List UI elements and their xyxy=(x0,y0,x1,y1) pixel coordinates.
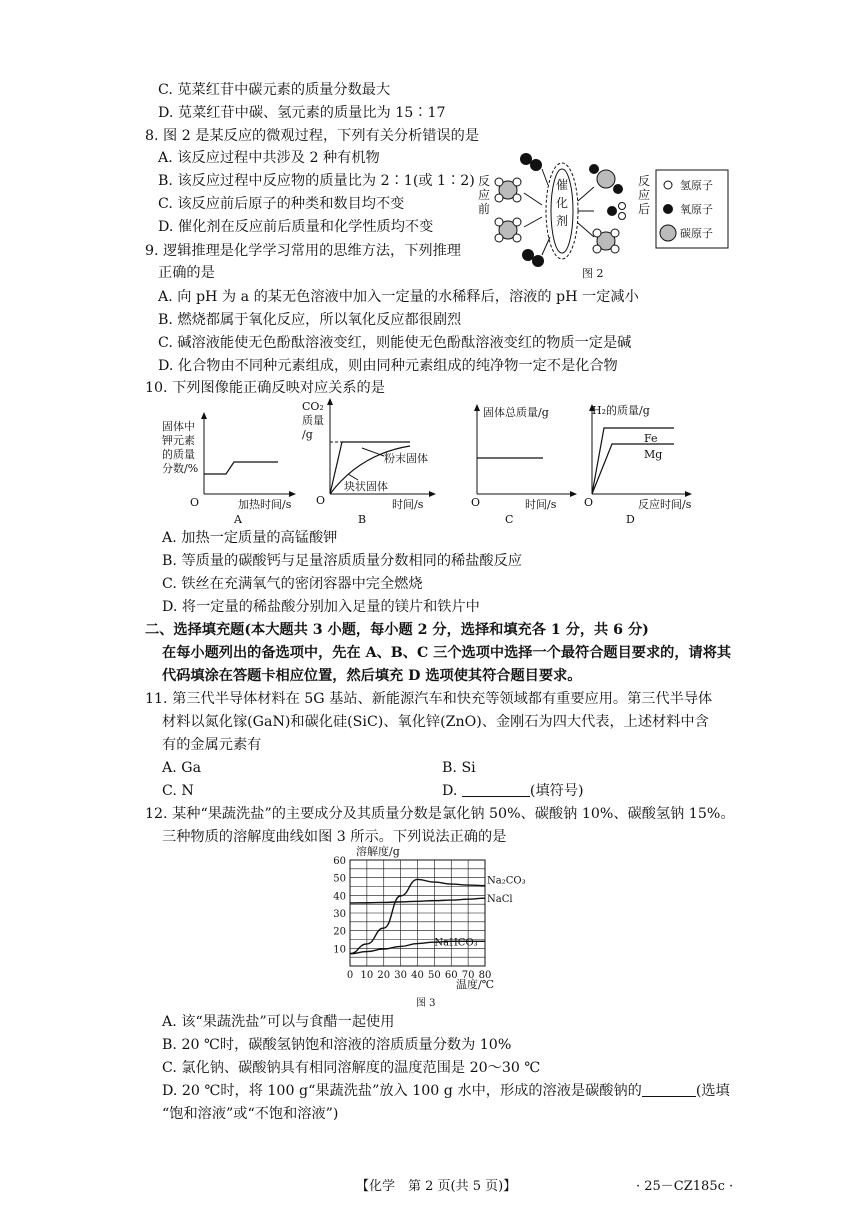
reactant-oxygen-1 xyxy=(520,153,542,171)
q8-option-c: C. 该反应前后原子的种类和数目均不变 xyxy=(158,196,405,212)
graph-b-origin: O xyxy=(316,494,326,507)
q12-option-d: D. 20 ℃时，将 100 g“果蔬洗盐”放入 100 g 水中，形成的溶液是碳酸钠的 (选填 xyxy=(162,1083,730,1099)
x-tick-label: 0 xyxy=(346,970,354,981)
graph-a xyxy=(160,398,300,526)
graph-a-letter: A xyxy=(234,513,242,526)
reactant-oxygen-2 xyxy=(522,249,544,267)
figure-2-caption: 图 2 xyxy=(582,267,604,280)
y-tick-label: 50 xyxy=(333,873,346,885)
product-molecule xyxy=(593,229,619,253)
reactant-molecule-1 xyxy=(495,178,521,202)
y-tick-label: 60 xyxy=(333,856,346,867)
graph-d-letter: D xyxy=(626,513,635,526)
label-after-1: 反 xyxy=(638,174,651,188)
q12-blank[interactable] xyxy=(642,1082,696,1097)
series-label-0: Na₂CO₃ xyxy=(487,875,526,887)
graph-c-origin: O xyxy=(471,496,481,509)
x-tick-label: 80 xyxy=(478,970,492,981)
q10-option-d: D. 将一定量的稀盐酸分别加入足量的镁片和铁片中 xyxy=(162,599,480,615)
reaction-diagram xyxy=(472,145,732,280)
q12-option-b: B. 20 ℃时，碳酸氢钠饱和溶液的溶质质量分数为 10% xyxy=(162,1037,512,1053)
legend-carbon-icon xyxy=(660,225,676,241)
q9-option-d: D. 化合物由不同种元素组成，则由同种元素组成的纯净物一定不是化合物 xyxy=(158,358,618,374)
x-tick-label: 20 xyxy=(377,970,391,981)
graph-d-origin: O xyxy=(584,496,594,509)
graph-b-xlabel: 时间/s xyxy=(392,498,424,511)
footer-page-label: 【化学 第 2 页(共 5 页)】 xyxy=(356,1179,517,1194)
q8-option-b: B. 该反应过程中反应物的质量比为 2∶1(或 1∶2) xyxy=(158,173,475,189)
graph-b-ylabel-2: 质量 xyxy=(302,414,324,427)
section-2-instruction-2: 代码填涂在答题卡相应位置，然后填充 D 选项使其符合题目要求。 xyxy=(162,668,582,684)
graph-b-label-block: 块状固体 xyxy=(344,480,388,493)
q10-option-b: B. 等质量的碳酸钙与足量溶质质量分数相同的稀盐酸反应 xyxy=(162,553,522,569)
q12-option-a: A. 该“果蔬洗盐”可以与食醋一起使用 xyxy=(162,1014,395,1030)
graph-b-label-powder: 粉末固体 xyxy=(384,452,428,465)
graph-c-letter: C xyxy=(505,513,514,526)
graph-b-letter: B xyxy=(358,513,367,526)
q12-line-2: 三种物质的溶解度曲线如图 3 所示。下列说法正确的是 xyxy=(162,829,507,845)
q9-option-b: B. 燃烧都属于氧化反应，所以氧化反应都很剧烈 xyxy=(158,312,462,328)
label-before-1: 反 xyxy=(478,174,491,188)
x-tick-label: 50 xyxy=(428,970,441,981)
graph-a-curve xyxy=(204,462,278,474)
y-tick-label: 10 xyxy=(333,944,346,956)
q11-line-1: 11. 第三代半导体材料在 5G 基站、新能源汽车和快充等领域都有重要应用。第三代半导体 xyxy=(145,691,713,707)
legend-hydrogen-icon xyxy=(664,181,672,189)
graph-a-ylabel-1: 固体中 xyxy=(162,420,195,433)
svg-text:化: 化 xyxy=(556,196,569,210)
graph-c-xlabel: 时间/s xyxy=(525,498,557,511)
chart-ylabel: 溶解度/g xyxy=(356,845,400,858)
x-tick-label: 60 xyxy=(444,970,458,981)
footer-code: · 25－CZ185c · xyxy=(636,1179,734,1194)
q8-stem: 8. 图 2 是某反应的微观过程，下列有关分析错误的是 xyxy=(145,128,480,144)
q9-option-a: A. 向 pH 为 a 的某无色溶液中加入一定量的水稀释后，溶液的 pH 一定减小 xyxy=(158,289,639,305)
graph-b-ylabel-1: CO₂ xyxy=(302,400,324,413)
x-tick-label: 10 xyxy=(360,970,374,981)
x-tick-label: 40 xyxy=(411,970,424,981)
graph-c-ylabel: 固体总质量/g xyxy=(483,406,549,419)
graph-a-origin: O xyxy=(190,496,200,509)
svg-text:前: 前 xyxy=(478,202,491,216)
product-co2 xyxy=(589,164,623,194)
product-water-1 xyxy=(607,203,626,220)
figure-3-caption: 图 3 xyxy=(416,998,436,1009)
legend-oxygen: 氧原子 xyxy=(680,203,713,216)
q11-blank[interactable] xyxy=(462,782,530,797)
q9-option-c: C. 碱溶液能使无色酚酞溶液变红，则能使无色酚酞溶液变红的物质一定是碱 xyxy=(158,335,632,351)
legend-oxygen-icon xyxy=(663,204,673,214)
x-tick-label: 70 xyxy=(461,970,475,981)
q11-option-b: B. Si xyxy=(442,760,476,776)
q11-line-2: 材料以氮化镓(GaN)和碳化硅(SiC)、氧化锌(ZnO)、金刚石为四大代表，上述材料中含 xyxy=(162,714,709,730)
y-tick-label: 20 xyxy=(333,926,346,938)
q9-stem-1: 9. 逻辑推理是化学学习常用的思维方法，下列推理 xyxy=(145,243,461,259)
svg-text:应: 应 xyxy=(478,188,491,202)
svg-text:后: 后 xyxy=(638,202,651,216)
chart-xlabel: 温度/℃ xyxy=(456,978,495,991)
q10-option-c: C. 铁丝在充满氧气的密闭容器中完全燃烧 xyxy=(162,576,423,592)
q12-line-1: 12. 某种“果蔬洗盐”的主要成分及其质量分数是氯化钠 50%、碳酸钠 10%、碳酸氢钠 15%。 xyxy=(145,806,735,822)
q10-option-a: A. 加热一定质量的高锰酸钾 xyxy=(162,530,338,546)
graph-d-label-fe: Fe xyxy=(644,432,658,445)
q7-option-c: C. 苋菜红苷中碳元素的质量分数最大 xyxy=(158,82,391,98)
graph-a-ylabel-2: 钾元素 xyxy=(162,434,195,447)
q7-option-d: D. 苋菜红苷中碳、氢元素的质量比为 15∶17 xyxy=(158,105,446,121)
q10-stem: 10. 下列图像能正确反映对应关系的是 xyxy=(145,380,385,396)
graph-c xyxy=(465,398,585,526)
legend-carbon: 碳原子 xyxy=(680,227,713,240)
graph-a-xlabel: 加热时间/s xyxy=(238,498,292,511)
series-label-1: NaCl xyxy=(487,894,513,906)
y-tick-label: 30 xyxy=(333,909,346,920)
graph-b xyxy=(300,392,450,526)
graph-d-ylabel: H₂的质量/g xyxy=(592,404,650,417)
q11-option-d: D. (填符号) xyxy=(442,783,584,799)
section-2-title: 二、选择填充题(本大题共 3 小题，每小题 2 分，选择和填充各 1 分，共 6 分) xyxy=(145,622,649,638)
q8-option-d: D. 催化剂在反应前后质量和化学性质均不变 xyxy=(158,219,434,235)
q11-option-c: C. N xyxy=(162,783,194,799)
graph-a-ylabel-4: 分数/% xyxy=(162,462,199,475)
catalyst-label: 催 xyxy=(556,178,569,192)
svg-text:剂: 剂 xyxy=(556,214,569,228)
legend-hydrogen: 氢原子 xyxy=(680,179,713,192)
reactant-molecule-2 xyxy=(495,218,521,242)
series-label-2: NaHCO₃ xyxy=(434,937,478,949)
q12-option-d-line-2: “饱和溶液”或“不饱和溶液”) xyxy=(162,1106,339,1122)
graph-a-ylabel-3: 的质量 xyxy=(162,448,195,461)
graph-b-ylabel-3: /g xyxy=(302,428,313,441)
y-tick-label: 40 xyxy=(333,891,346,903)
q8-option-a: A. 该反应过程中共涉及 2 种有机物 xyxy=(158,150,380,166)
svg-text:应: 应 xyxy=(638,188,651,202)
graph-d-xlabel: 反应时间/s xyxy=(638,498,692,511)
graph-d xyxy=(582,398,712,526)
graph-d-curve-fe xyxy=(592,428,674,494)
graph-d-label-mg: Mg xyxy=(644,448,663,461)
q12-option-c: C. 氯化钠、碳酸钠具有相同溶解度的温度范围是 20～30 ℃ xyxy=(162,1060,541,1076)
x-tick-label: 30 xyxy=(394,970,407,981)
q11-option-a: A. Ga xyxy=(162,760,202,776)
q11-line-3: 有的金属元素有 xyxy=(162,737,262,753)
q9-stem-2: 正确的是 xyxy=(158,265,215,281)
solubility-chart xyxy=(330,842,530,1012)
section-2-instruction-1: 在每小题列出的备选项中，先在 A、B、C 三个选项中选择一个最符合题目要求的，请将其 xyxy=(162,645,732,661)
